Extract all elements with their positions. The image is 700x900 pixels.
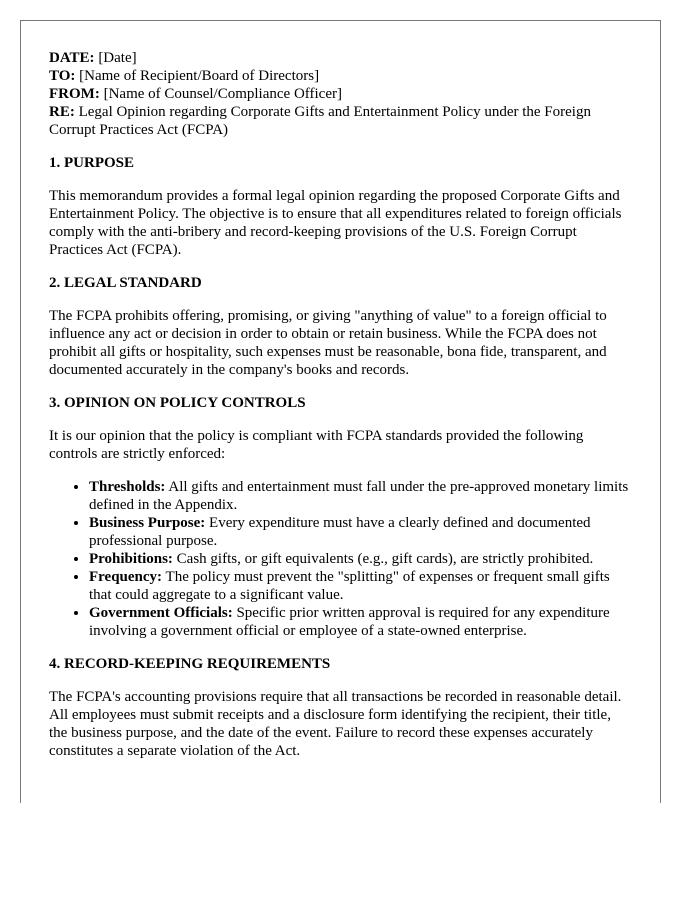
- date-line: [49, 49, 632, 67]
- list-item-label: Government Officials:: [89, 605, 233, 621]
- section-body-record-keeping: The FCPA's accounting provisions require that all transactions be recorded in reasonable detail. All employees must submit receipts and a disclosure form identifying the recipient, their title, the business purpose, and the date of the event. Failure to record these expenses accurately constitutes a separate violation of the Act.: [49, 689, 622, 759]
- re-value: Legal Opinion regarding Corporate Gifts and Entertainment Policy under the Foreign Corrupt Practices Act (FCPA): [49, 104, 591, 138]
- list-item-text: All gifts and entertainment must fall under the pre-approved monetary limits defined in the Appendix.: [89, 479, 629, 513]
- list-item-label: Prohibitions:: [89, 551, 173, 567]
- section-title-record-keeping: 4. RECORD-KEEPING REQUIREMENTS: [49, 656, 331, 672]
- to-label: TO:: [49, 68, 76, 84]
- from-value: [Name of Counsel/Compliance Officer]: [103, 86, 342, 102]
- legal-memorandum: [20, 20, 661, 803]
- list-item-text: Specific prior written approval is required for any expenditure involving a government official or employee of a state-owned enterprise.: [89, 605, 610, 639]
- list-item: [89, 478, 632, 514]
- from-line: [49, 85, 632, 103]
- list-item: [89, 604, 632, 640]
- list-item-text: Every expenditure must have a clearly defined and documented professional purpose.: [89, 515, 591, 549]
- section-title-purpose: 1. PURPOSE: [49, 155, 135, 171]
- list-item: [89, 550, 632, 568]
- to-line: [49, 67, 632, 85]
- date-value: [Date]: [98, 50, 137, 66]
- list-item: [89, 568, 632, 604]
- section-title-legal-standard: 2. LEGAL STANDARD: [49, 275, 202, 291]
- list-item-label: Business Purpose:: [89, 515, 206, 531]
- list-item-label: Frequency:: [89, 569, 163, 585]
- section-title-policy-controls: 3. OPINION ON POLICY CONTROLS: [49, 395, 306, 411]
- re-label: RE:: [49, 104, 75, 120]
- policy-controls-list: [49, 478, 632, 640]
- list-item-text: Cash gifts, or gift equivalents (e.g., gift cards), are strictly prohibited.: [176, 551, 594, 567]
- section-body-legal-standard: The FCPA prohibits offering, promising, or giving "anything of value" to a foreign official to influence any act or decision in order to obtain or retain business. While the FCPA does not prohibit all gifts or hospitality, such expenses must be reasonable, bona fide, transparent, and documented accurately in the company's books and records.: [49, 308, 607, 378]
- list-item: [89, 514, 632, 550]
- list-item-text: The policy must prevent the "splitting" of expenses or frequent small gifts that could aggregate to a significant value.: [89, 569, 610, 603]
- from-label: FROM:: [49, 86, 100, 102]
- re-line: [49, 103, 632, 139]
- to-value: [Name of Recipient/Board of Directors]: [79, 68, 320, 84]
- list-item-label: Thresholds:: [89, 479, 166, 495]
- date-label: DATE:: [49, 50, 95, 66]
- section-body-policy-controls: It is our opinion that the policy is compliant with FCPA standards provided the following controls are strictly enforced:: [49, 428, 584, 462]
- section-body-purpose: This memorandum provides a formal legal opinion regarding the proposed Corporate Gifts and Entertainment Policy. The objective is to ensure that all expenditures related to foreign officials comply with the anti-bribery and record-keeping provisions of the U.S. Foreign Corrupt Practices Act (FCPA).: [49, 188, 622, 258]
